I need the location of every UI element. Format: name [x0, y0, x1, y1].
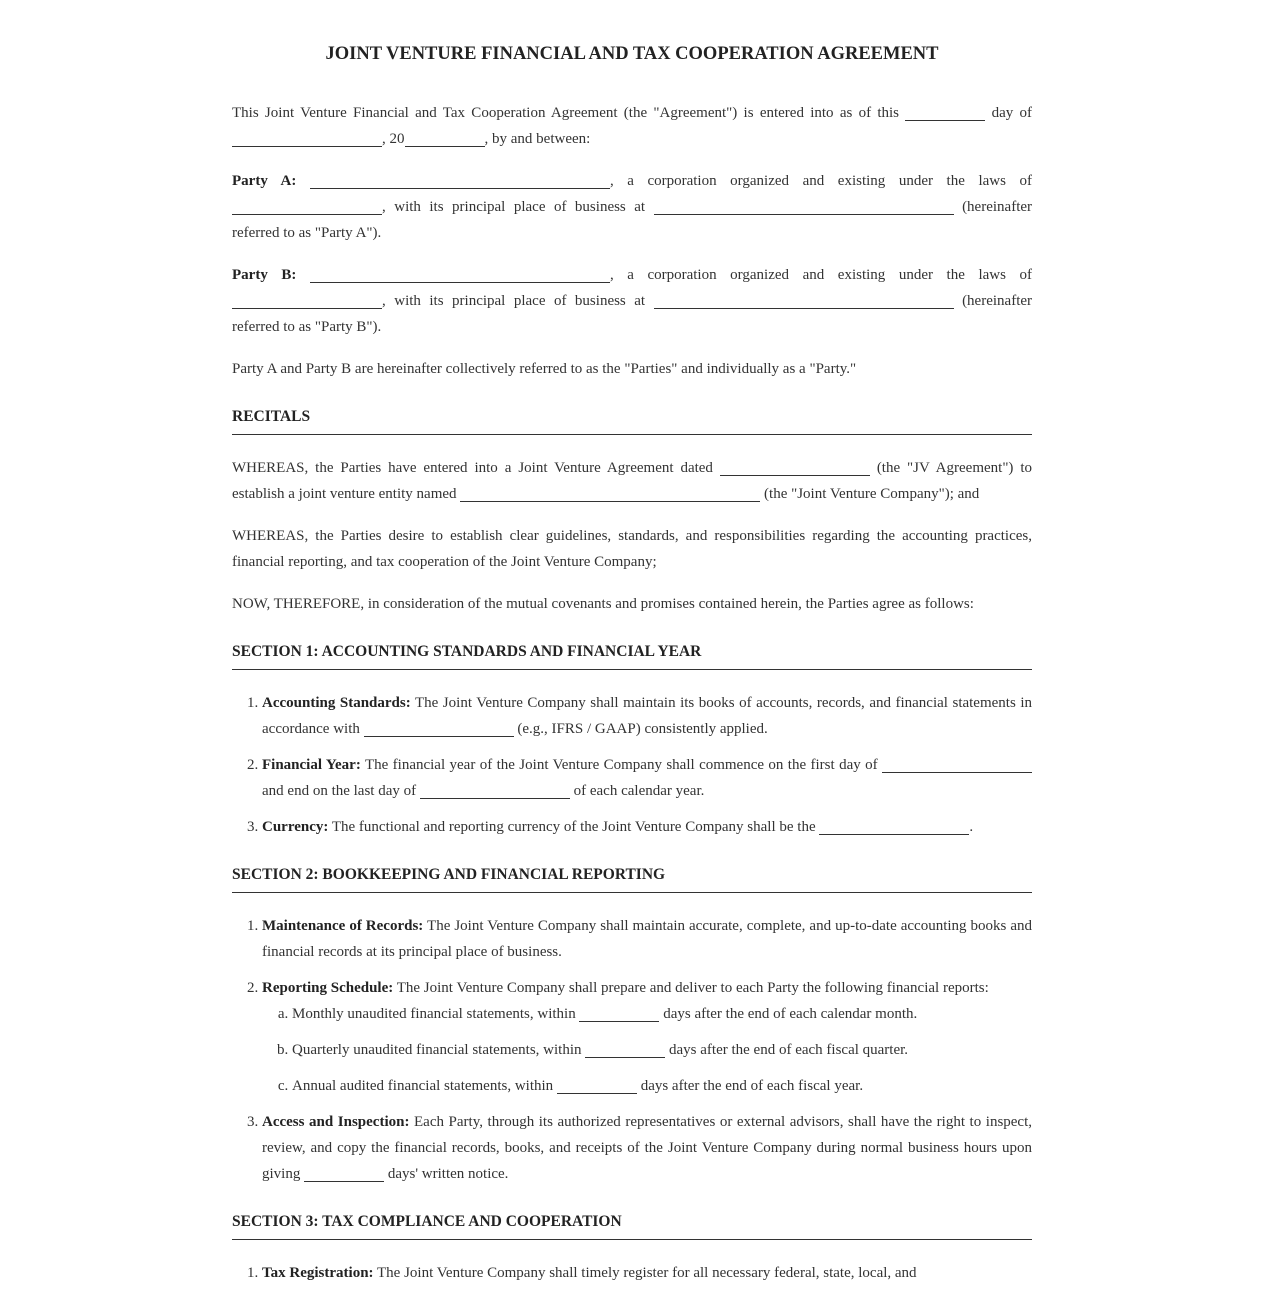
party-a-text: (hereinafter referred to as "Party A").	[232, 199, 1033, 241]
item-text: and end on the last day of	[262, 783, 417, 799]
item-text: Each Party, through its authorized representatives or external advisors, shall have the right to inspect, review, and copy the financial records, books, and receipts of the Joint Venture Company during normal business hours upon giving	[262, 1114, 1033, 1182]
item-label: Tax Registration:	[262, 1265, 374, 1281]
sub-list-item	[292, 1073, 1032, 1099]
intro-text: , 20	[382, 131, 405, 147]
item-label: Currency:	[262, 819, 329, 835]
party-a-paragraph	[232, 168, 1032, 246]
item-text: days after the end of each calendar month.	[663, 1006, 918, 1022]
now-therefore: NOW, THEREFORE, in consideration of the mutual covenants and promises contained herein, the Parties agree as follows:	[232, 596, 974, 612]
list-item	[262, 975, 1032, 1099]
quarterly-days-blank[interactable]	[585, 1041, 665, 1058]
party-a-address-blank[interactable]	[654, 198, 954, 215]
notice-days-blank[interactable]	[304, 1165, 384, 1182]
whereas-text: WHEREAS, the Parties have entered into a Joint Venture Agreement dated	[232, 460, 713, 476]
collective-paragraph: Party A and Party B are hereinafter collectively referred to as the "Parties" and individually as a "Party."	[232, 361, 857, 377]
list-item	[262, 690, 1032, 742]
item-label: Accounting Standards:	[262, 695, 411, 711]
day-blank[interactable]	[905, 104, 985, 121]
accounting-standard-blank[interactable]	[364, 720, 514, 737]
intro-text: day of	[991, 105, 1033, 121]
fy-start-month-blank[interactable]	[882, 756, 1032, 773]
whereas-2: WHEREAS, the Parties desire to establish clear guidelines, standards, and responsibilities regarding the accounting practices, financial reporting, and tax cooperation of the Joint Venture Company;	[232, 528, 1032, 570]
whereas-text: (the "JV Agreement") to establish a joint venture entity named	[232, 460, 1033, 502]
section-1-heading: SECTION 1: ACCOUNTING STANDARDS AND FINANCIAL YEAR	[232, 643, 1032, 670]
document-title: JOINT VENTURE FINANCIAL AND TAX COOPERATION AGREEMENT	[325, 44, 939, 64]
item-label: Financial Year:	[262, 757, 361, 773]
agreement-document	[232, 0, 1032, 1286]
party-b-jurisdiction-blank[interactable]	[232, 292, 382, 309]
section-3-list	[232, 1260, 1032, 1286]
sub-list-item	[292, 1001, 1032, 1027]
section-1-list	[232, 690, 1032, 840]
item-label: Maintenance of Records:	[262, 918, 424, 934]
list-item	[262, 913, 1032, 965]
party-b-address-blank[interactable]	[654, 292, 954, 309]
item-text: The Joint Venture Company shall timely register for all necessary federal, state, local, and	[377, 1265, 917, 1281]
item-text: The Joint Venture Company shall prepare and deliver to each Party the following financial reports:	[396, 980, 989, 996]
item-text: The Joint Venture Company shall maintain accurate, complete, and up-to-date accounting books and financial records at its principal place of business.	[262, 918, 1033, 960]
party-b-label: Party B:	[232, 267, 297, 283]
party-b-name-blank[interactable]	[310, 266, 610, 283]
item-text: days' written notice.	[387, 1166, 509, 1182]
party-a-text: , a corporation organized and existing under the laws of	[609, 173, 1032, 189]
intro-text: , by and between:	[484, 131, 591, 147]
year-blank[interactable]	[405, 130, 485, 147]
sub-list-item	[292, 1037, 1032, 1063]
whereas-text: (the "Joint Venture Company"); and	[764, 486, 980, 502]
list-item	[262, 752, 1032, 804]
item-text: .	[969, 819, 974, 835]
annual-days-blank[interactable]	[557, 1077, 637, 1094]
month-blank[interactable]	[232, 130, 382, 147]
item-text: The functional and reporting currency of the Joint Venture Company shall be the	[331, 819, 816, 835]
item-label: Reporting Schedule:	[262, 980, 394, 996]
party-a-name-blank[interactable]	[310, 172, 610, 189]
item-text: Monthly unaudited financial statements, within	[292, 1006, 576, 1022]
section-2-list	[232, 913, 1032, 1187]
item-text: The Joint Venture Company shall maintain its books of accounts, records, and financial statements in accordance with	[262, 695, 1032, 737]
intro-paragraph	[232, 100, 1032, 152]
whereas-1	[232, 455, 1032, 507]
party-b-text: , a corporation organized and existing under the laws of	[609, 267, 1032, 283]
item-text: (e.g., IFRS / GAAP) consistently applied.	[517, 721, 768, 737]
section-3-heading: SECTION 3: TAX COMPLIANCE AND COOPERATION	[232, 1213, 1032, 1240]
party-b-text: (hereinafter referred to as "Party B").	[232, 293, 1033, 335]
party-a-text: , with its principal place of business at	[382, 199, 646, 215]
section-2-heading: SECTION 2: BOOKKEEPING AND FINANCIAL REPORTING	[232, 866, 1032, 893]
item-text: Quarterly unaudited financial statements, within	[292, 1042, 582, 1058]
party-b-paragraph	[232, 262, 1032, 340]
jv-company-name-blank[interactable]	[460, 485, 760, 502]
party-b-text: , with its principal place of business at	[382, 293, 646, 309]
item-text: Annual audited financial statements, within	[292, 1078, 554, 1094]
intro-text: This Joint Venture Financial and Tax Cooperation Agreement (the "Agreement") is entered into as of this	[232, 105, 900, 121]
monthly-days-blank[interactable]	[579, 1005, 659, 1022]
party-a-label: Party A:	[232, 173, 297, 189]
party-a-jurisdiction-blank[interactable]	[232, 198, 382, 215]
jv-date-blank[interactable]	[720, 459, 870, 476]
list-item	[262, 1260, 1032, 1286]
list-item	[262, 814, 1032, 840]
reporting-sublist	[262, 1001, 1032, 1099]
list-item	[262, 1109, 1032, 1187]
item-text: of each calendar year.	[573, 783, 705, 799]
recitals-heading: RECITALS	[232, 408, 1032, 435]
item-text: The financial year of the Joint Venture Company shall commence on the first day of	[364, 757, 878, 773]
fy-end-month-blank[interactable]	[420, 782, 570, 799]
item-text: days after the end of each fiscal quarter.	[669, 1042, 909, 1058]
currency-blank[interactable]	[819, 818, 969, 835]
item-label: Access and Inspection:	[262, 1114, 410, 1130]
item-text: days after the end of each fiscal year.	[640, 1078, 864, 1094]
